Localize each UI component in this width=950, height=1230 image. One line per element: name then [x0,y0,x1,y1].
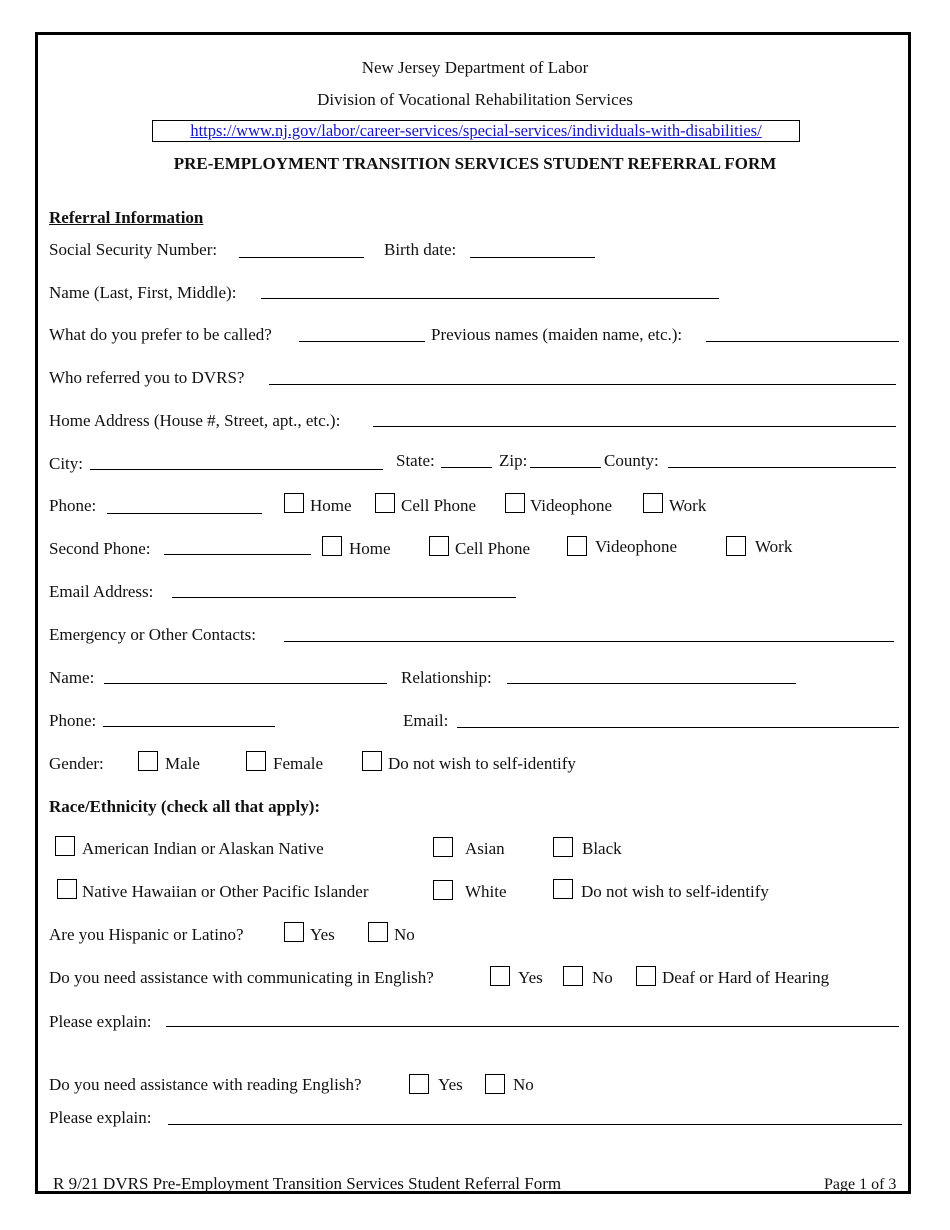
communication-question: Do you need assistance with communicating in English? [49,968,434,987]
race-white-label: White [465,882,507,901]
race-native-hawaiian-checkbox[interactable] [57,879,77,899]
gender-no-identify-label: Do not wish to self-identify [388,754,576,773]
relationship-label: Relationship: [401,668,492,687]
second-phone-field[interactable] [164,554,311,555]
form-title: PRE-EMPLOYMENT TRANSITION SERVICES STUDENT REFERRAL FORM [173,154,777,173]
second-phone-home-label: Home [349,539,391,558]
second-phone-cell-checkbox[interactable] [429,536,449,556]
race-native-hawaiian-label: Native Hawaiian or Other Pacific Islander [82,882,369,901]
footer-page-number: Page 1 of 3 [824,1176,897,1193]
footer-form-id: R 9/21 DVRS Pre-Employment Transition Services Student Referral Form [53,1174,562,1193]
birth-date-field[interactable] [470,257,595,258]
contact-phone-field[interactable] [103,726,275,727]
second-phone-home-checkbox[interactable] [322,536,342,556]
referred-by-label: Who referred you to DVRS? [49,368,245,387]
preferred-name-label: What do you prefer to be called? [49,325,272,344]
gender-label: Gender: [49,754,104,773]
phone-work-checkbox[interactable] [643,493,663,513]
communication-no-checkbox[interactable] [563,966,583,986]
phone-home-label: Home [310,496,352,515]
race-no-identify-label: Do not wish to self-identify [581,882,769,901]
race-american-indian-label: American Indian or Alaskan Native [82,839,324,858]
reading-question: Do you need assistance with reading English? [49,1075,362,1094]
section-title-referral: Referral Information [49,208,204,227]
second-phone-cell-label: Cell Phone [455,539,531,558]
communication-yes-label: Yes [518,968,543,987]
communication-yes-checkbox[interactable] [490,966,510,986]
birth-date-label: Birth date: [384,240,457,259]
gender-female-label: Female [273,754,324,773]
race-heading: Race/Ethnicity (check all that apply): [49,797,321,816]
name-label: Name (Last, First, Middle): [49,283,237,302]
city-label: City: [49,454,84,473]
reading-yes-label: Yes [438,1075,463,1094]
gender-no-identify-checkbox[interactable] [362,751,382,771]
email-label: Email Address: [49,582,154,601]
contact-phone-label: Phone: [49,711,97,730]
race-white-checkbox[interactable] [433,880,453,900]
communication-explain-label: Please explain: [49,1012,152,1031]
gender-male-checkbox[interactable] [138,751,158,771]
phone-home-checkbox[interactable] [284,493,304,513]
page-border [35,32,911,1194]
second-phone-videophone-checkbox[interactable] [567,536,587,556]
hispanic-yes-checkbox[interactable] [284,922,304,942]
phone-label: Phone: [49,496,97,515]
division-url-link[interactable]: https://www.nj.gov/labor/career-services/special-services/individuals-with-disabilities/ [190,121,762,140]
department-name: New Jersey Department of Labor [361,58,589,77]
zip-label: Zip: [499,451,528,470]
phone-videophone-label: Videophone [530,496,613,515]
second-phone-label: Second Phone: [49,539,151,558]
zip-field[interactable] [530,467,601,468]
phone-work-label: Work [669,496,707,515]
contact-name-label: Name: [49,668,95,687]
contact-email-field[interactable] [457,727,899,728]
city-field[interactable] [90,469,383,470]
race-no-identify-checkbox[interactable] [553,879,573,899]
communication-explain-field[interactable] [166,1026,899,1027]
race-asian-label: Asian [465,839,505,858]
ssn-label: Social Security Number: [49,240,218,259]
previous-names-field[interactable] [706,341,899,342]
second-phone-work-label: Work [755,537,793,556]
home-address-field[interactable] [373,426,896,427]
phone-field[interactable] [107,513,262,514]
emergency-contacts-label: Emergency or Other Contacts: [49,625,256,644]
race-american-indian-checkbox[interactable] [55,836,75,856]
phone-cell-label: Cell Phone [401,496,477,515]
reading-no-checkbox[interactable] [485,1074,505,1094]
reading-explain-label: Please explain: [49,1108,152,1127]
reading-yes-checkbox[interactable] [409,1074,429,1094]
communication-deaf-label: Deaf or Hard of Hearing [662,968,830,987]
gender-female-checkbox[interactable] [246,751,266,771]
referred-by-field[interactable] [269,384,896,385]
county-field[interactable] [668,467,896,468]
race-black-label: Black [582,839,622,858]
hispanic-question: Are you Hispanic or Latino? [49,925,244,944]
previous-names-label: Previous names (maiden name, etc.): [431,325,683,344]
relationship-field[interactable] [507,683,796,684]
hispanic-no-checkbox[interactable] [368,922,388,942]
contact-email-label: Email: [403,711,449,730]
second-phone-work-checkbox[interactable] [726,536,746,556]
gender-male-label: Male [165,754,200,773]
emergency-contacts-field[interactable] [284,641,894,642]
county-label: County: [604,451,659,470]
preferred-name-field[interactable] [299,341,425,342]
communication-deaf-checkbox[interactable] [636,966,656,986]
reading-explain-field[interactable] [168,1124,902,1125]
email-field[interactable] [172,597,516,598]
phone-videophone-checkbox[interactable] [505,493,525,513]
ssn-field[interactable] [239,257,364,258]
hispanic-yes-label: Yes [310,925,335,944]
race-asian-checkbox[interactable] [433,837,453,857]
second-phone-videophone-label: Videophone [595,537,678,556]
contact-name-field[interactable] [104,683,387,684]
state-field[interactable] [441,467,492,468]
state-label: State: [396,451,435,470]
reading-no-label: No [513,1075,534,1094]
hispanic-no-label: No [394,925,415,944]
communication-no-label: No [592,968,613,987]
home-address-label: Home Address (House #, Street, apt., etc.): [49,411,341,430]
phone-cell-checkbox[interactable] [375,493,395,513]
race-black-checkbox[interactable] [553,837,573,857]
division-name: Division of Vocational Rehabilitation Services [317,90,633,109]
name-field[interactable] [261,298,719,299]
